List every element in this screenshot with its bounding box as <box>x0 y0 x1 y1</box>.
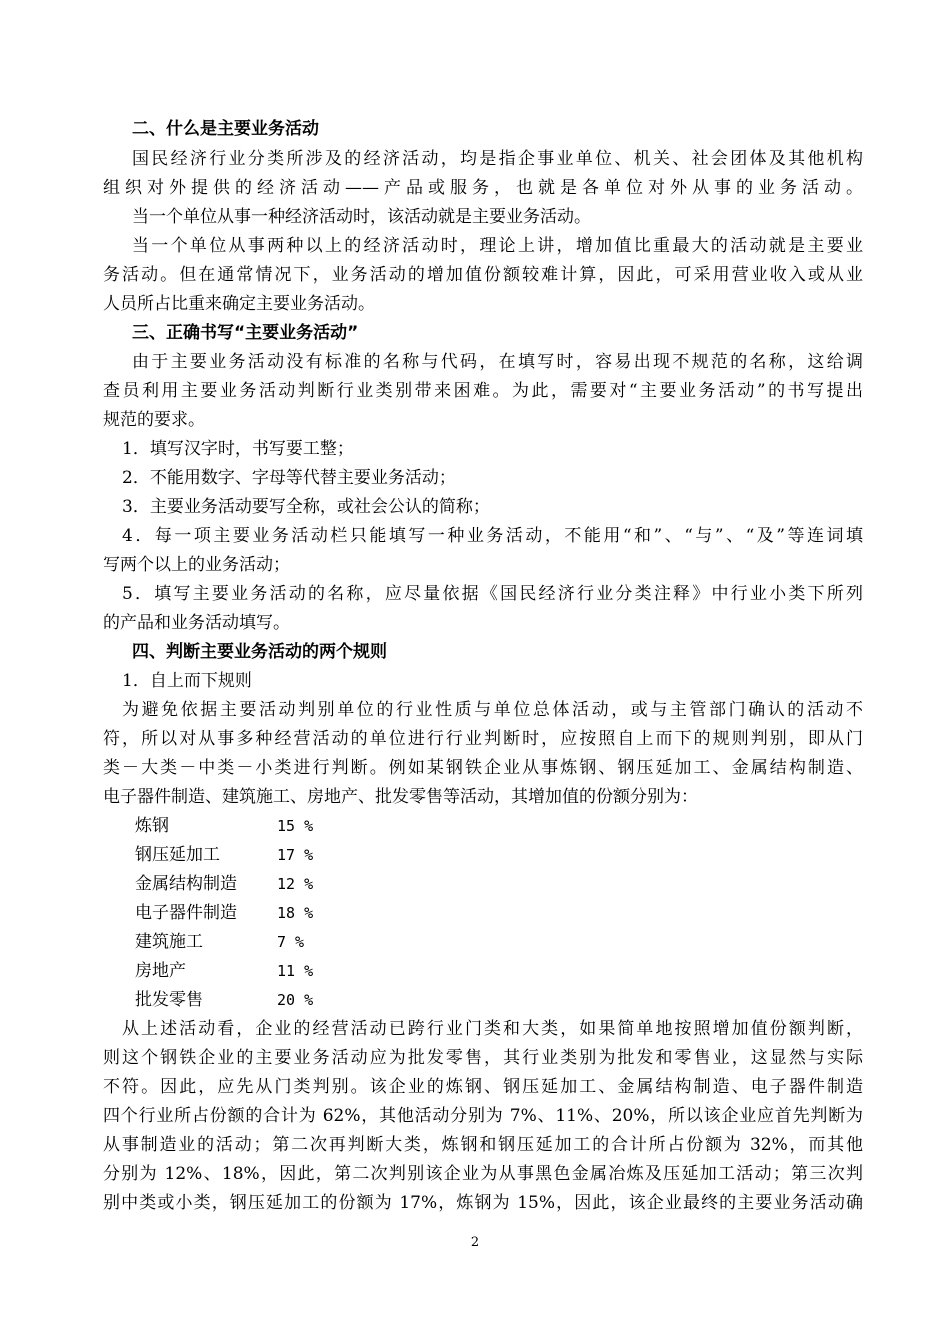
paragraph-line: 四个行业所占份额的合计为 62%，其他活动分别为 7%、11%、20%，所以该企业应首先判断为 <box>103 1106 863 1126</box>
rule-title: 1．自上而下规则 <box>122 671 252 691</box>
table-row-value: 20 % <box>277 991 314 1009</box>
list-item: 3．主要业务活动要写全称，或社会公认的简称； <box>122 497 490 517</box>
paragraph-line: 类－大类－中类－小类进行判断。例如某钢铁企业从事炼钢、钢压延加工、金属结构制造、 <box>103 758 863 778</box>
section-heading-correct-writing: 三、正确书写“主要业务活动” <box>132 323 359 343</box>
paragraph-line: 从事制造业的活动；第二次再判断大类，炼钢和钢压延加工的合计所占份额为 32%，而其他 <box>103 1135 863 1155</box>
paragraph-line: 务活动。但在通常情况下，业务活动的增加值份额较难计算，因此，可采用营业收入或从业 <box>103 265 863 285</box>
paragraph-line: 国民经济行业分类所涉及的经济活动，均是指企事业单位、机关、社会团体及其他机构 <box>132 149 863 169</box>
paragraph-line: 当一个单位从事两种以上的经济活动时，理论上讲，增加值比重最大的活动就是主要业 <box>132 236 863 256</box>
paragraph-line: 从上述活动看，企业的经营活动已跨行业门类和大类，如果简单地按照增加值份额判断， <box>122 1019 863 1039</box>
table-row-value: 7 % <box>277 933 305 951</box>
table-row-value: 18 % <box>277 904 314 922</box>
paragraph-line: 电子器件制造、建筑施工、房地产、批发零售等活动，其增加值的份额分别为： <box>103 787 698 807</box>
list-item: 2．不能用数字、字母等代替主要业务活动； <box>122 468 456 488</box>
table-row-name: 炼钢 <box>135 816 169 836</box>
list-item: 4．每一项主要业务活动栏只能填写一种业务活动，不能用“和”、“与”、“及”等连词填 <box>122 526 863 546</box>
page-number: 2 <box>470 1235 480 1250</box>
list-item: 1．填写汉字时，书写要工整； <box>122 439 354 459</box>
paragraph-line: 不符。因此，应先从门类判别。该企业的炼钢、钢压延加工、金属结构制造、电子器件制造 <box>103 1077 863 1097</box>
paragraph-line: 由于主要业务活动没有标准的名称与代码，在填写时，容易出现不规范的名称，这给调 <box>132 352 863 372</box>
table-row-value: 12 % <box>277 875 314 893</box>
paragraph-line: 为避免依据主要活动判别单位的行业性质与单位总体活动，或与主管部门确认的活动不 <box>122 700 863 720</box>
paragraph-line: 组织对外提供的经济活动——产品或服务，也就是各单位对外从事的业务活动。 <box>103 178 863 198</box>
list-item-continued: 写两个以上的业务活动； <box>103 555 290 575</box>
table-row-name: 电子器件制造 <box>135 903 237 923</box>
section-heading-what-is-main-activity: 二、什么是主要业务活动 <box>132 119 319 139</box>
table-row-value: 11 % <box>277 962 314 980</box>
paragraph-line: 符，所以对从事多种经营活动的单位进行行业判断时，应按照自上而下的规则判别，即从门 <box>103 729 863 749</box>
list-item-continued: 的产品和业务活动填写。 <box>103 613 290 633</box>
table-row-name: 房地产 <box>135 961 186 981</box>
paragraph-line: 则这个钢铁企业的主要业务活动应为批发零售，其行业类别为批发和零售业，这显然与实际 <box>103 1048 863 1068</box>
table-row-name: 建筑施工 <box>135 932 203 952</box>
paragraph-line: 人员所占比重来确定主要业务活动。 <box>103 294 375 314</box>
paragraph-line: 别中类或小类，钢压延加工的份额为 17%，炼钢为 15%，因此，该企业最终的主要业务活动确 <box>103 1193 863 1213</box>
section-heading-two-rules: 四、判断主要业务活动的两个规则 <box>132 642 387 662</box>
table-row-name: 金属结构制造 <box>135 874 237 894</box>
paragraph-line: 当一个单位从事一种经济活动时，该活动就是主要业务活动。 <box>132 207 591 227</box>
table-row-value: 15 % <box>277 817 314 835</box>
paragraph-line: 规范的要求。 <box>103 410 205 430</box>
table-row-name: 钢压延加工 <box>135 845 220 865</box>
paragraph-line: 分别为 12%、18%，因此，第二次判别该企业为从事黑色金属冶炼及压延加工活动；第三次判 <box>103 1164 863 1184</box>
table-row-value: 17 % <box>277 846 314 864</box>
list-item: 5．填写主要业务活动的名称，应尽量依据《国民经济行业分类注释》中行业小类下所列 <box>122 584 863 604</box>
paragraph-line: 查员利用主要业务活动判断行业类别带来困难。为此，需要对“主要业务活动”的书写提出 <box>103 381 863 401</box>
table-row-name: 批发零售 <box>135 990 203 1010</box>
